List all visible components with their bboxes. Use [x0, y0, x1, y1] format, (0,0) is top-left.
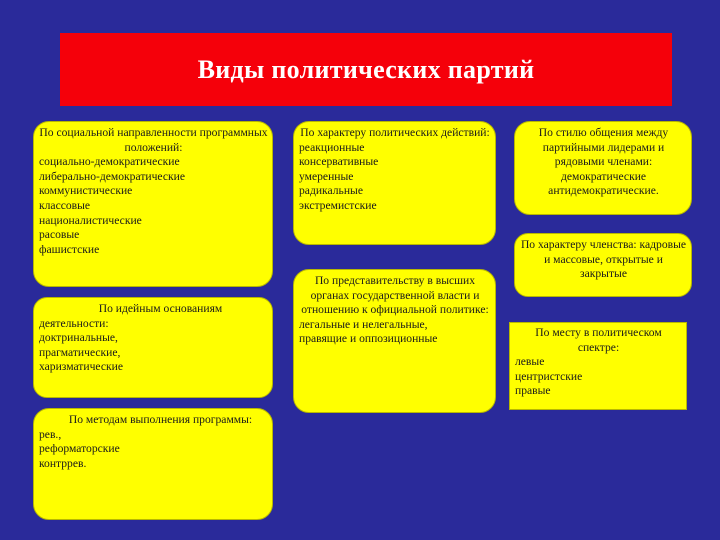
card-political-spectrum — [509, 322, 687, 410]
list-item: контррев. — [39, 456, 87, 470]
list-item: прагматические, — [39, 345, 121, 359]
list-item: консервативные — [299, 155, 379, 169]
list-item: харизматические — [39, 360, 123, 374]
list-item: демократические — [560, 169, 647, 183]
list-item: антидемократические. — [548, 184, 659, 198]
list-item: националистические — [39, 213, 142, 227]
card-membership — [514, 233, 692, 297]
list-item: доктринальные, — [39, 331, 118, 345]
card-heading: По идейным основаниям — [98, 302, 223, 315]
list-item: правые — [515, 384, 551, 398]
list-item: реакционные — [299, 140, 365, 154]
list-item: классовые — [39, 198, 91, 212]
list-item: реформаторские — [39, 442, 120, 456]
card-heading: По представительству в высших органах государственной власти и отношению к официальной политике: — [301, 274, 489, 317]
list-item: левые — [515, 355, 545, 369]
card-representation — [293, 269, 496, 413]
title-banner — [60, 33, 672, 106]
list-item: центристские — [515, 369, 583, 383]
card-program-methods — [33, 408, 273, 520]
list-item: легальные и нелегальные, — [299, 317, 428, 331]
card-heading: По стилю общения между партийными лидерами и рядовыми членами: — [538, 126, 669, 169]
list-item: правящие и оппозиционные — [299, 332, 438, 346]
list-item: фашистские — [39, 242, 100, 256]
list-item: коммунистические — [39, 184, 133, 198]
list-item: рев., — [39, 427, 62, 441]
page-title: Виды политических партий — [197, 54, 535, 84]
list-item: умеренные — [299, 169, 354, 183]
list-item: социально-демократические — [39, 155, 180, 169]
list-item: деятельности: — [39, 316, 109, 330]
card-heading: По социальной направленности программных положений: — [39, 126, 268, 154]
card-heading: По характеру членства: кадровые и массовые, открытые и закрытые — [520, 238, 687, 281]
list-item: либерально-демократические — [39, 169, 185, 183]
card-heading: По методам выполнения программы: — [68, 413, 253, 426]
card-heading: По характеру политических действий: — [300, 126, 490, 139]
card-communication-style — [514, 121, 692, 215]
card-social-orientation — [33, 121, 273, 287]
card-heading: По месту в политическом спектре: — [535, 326, 662, 354]
card-political-actions — [293, 121, 496, 245]
list-item: экстремистские — [299, 198, 377, 212]
list-item: радикальные — [299, 184, 363, 198]
card-ideological-basis — [33, 297, 273, 398]
list-item: расовые — [39, 228, 80, 242]
